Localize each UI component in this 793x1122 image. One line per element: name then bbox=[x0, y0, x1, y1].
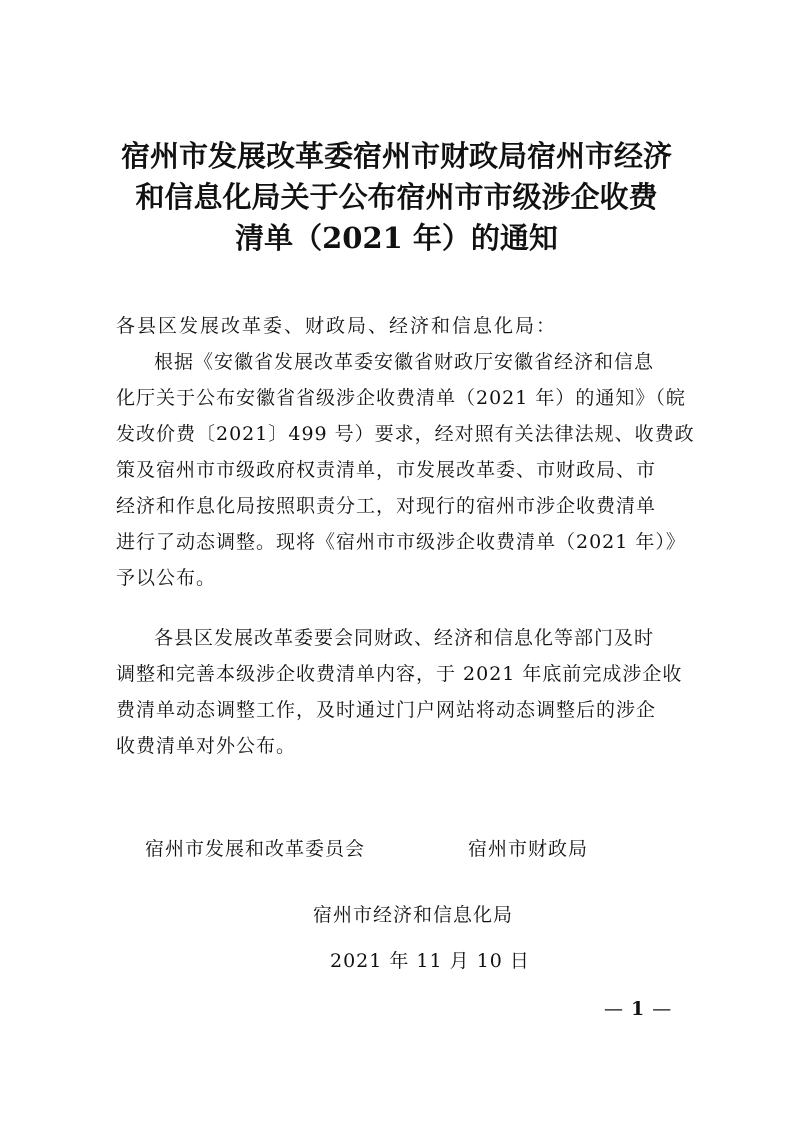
paragraph-line: 策及宿州市市级政府权责清单，市发展改革委、市财政局、市 bbox=[116, 459, 657, 481]
paragraph-line: 各县区发展改革委要会同财政、经济和信息化等部门及时 bbox=[154, 627, 655, 649]
body-paragraph-2 bbox=[116, 620, 696, 764]
signature-ndrc: 宿州市发展和改革委员会 bbox=[145, 838, 366, 860]
document-title bbox=[0, 136, 793, 259]
paragraph-line: 进行了动态调整。现将《宿州市市级涉企收费清单（2021 年）》 bbox=[116, 531, 686, 553]
paragraph-line: 化厅关于公布安徽省省级涉企收费清单（2021 年）的通知》（皖 bbox=[116, 387, 686, 409]
issue-date: 2021 年 11 月 10 日 bbox=[330, 950, 530, 972]
title-line-3: 清单（2021 年）的通知 bbox=[235, 221, 558, 255]
paragraph-line: 费清单动态调整工作，及时通过门户网站将动态调整后的涉企 bbox=[116, 699, 657, 721]
paragraph-line: 经济和作息化局按照职责分工，对现行的宿州市涉企收费清单 bbox=[116, 495, 657, 517]
paragraph-line: 收费清单对外公布。 bbox=[116, 735, 297, 757]
paragraph-line: 予以公布。 bbox=[116, 567, 217, 589]
paragraph-line: 发改价费〔2021〕499 号）要求，经对照有关法律法规、收费政 bbox=[116, 423, 695, 445]
title-line-1: 宿州市发展改革委宿州市财政局宿州市经济 bbox=[120, 139, 672, 173]
paragraph-line: 调整和完善本级涉企收费清单内容，于 2021 年底前完成涉企收 bbox=[116, 663, 683, 685]
addressee: 各县区发展改革委、财政局、经济和信息化局： bbox=[116, 315, 558, 337]
page-number-dash-left: — bbox=[604, 998, 623, 1020]
paragraph-line: 根据《安徽省发展改革委安徽省财政厅安徽省经济和信息 bbox=[154, 351, 655, 373]
signature-economy-bureau: 宿州市经济和信息化局 bbox=[313, 904, 514, 926]
signature-finance-bureau: 宿州市财政局 bbox=[468, 838, 589, 860]
title-line-2: 和信息化局关于公布宿州市市级涉企收费 bbox=[135, 180, 658, 214]
page-number-value: 1 bbox=[631, 998, 645, 1020]
page-number-dash-right: — bbox=[652, 998, 672, 1020]
page-number bbox=[604, 994, 671, 1024]
body-paragraph-1 bbox=[116, 344, 696, 596]
